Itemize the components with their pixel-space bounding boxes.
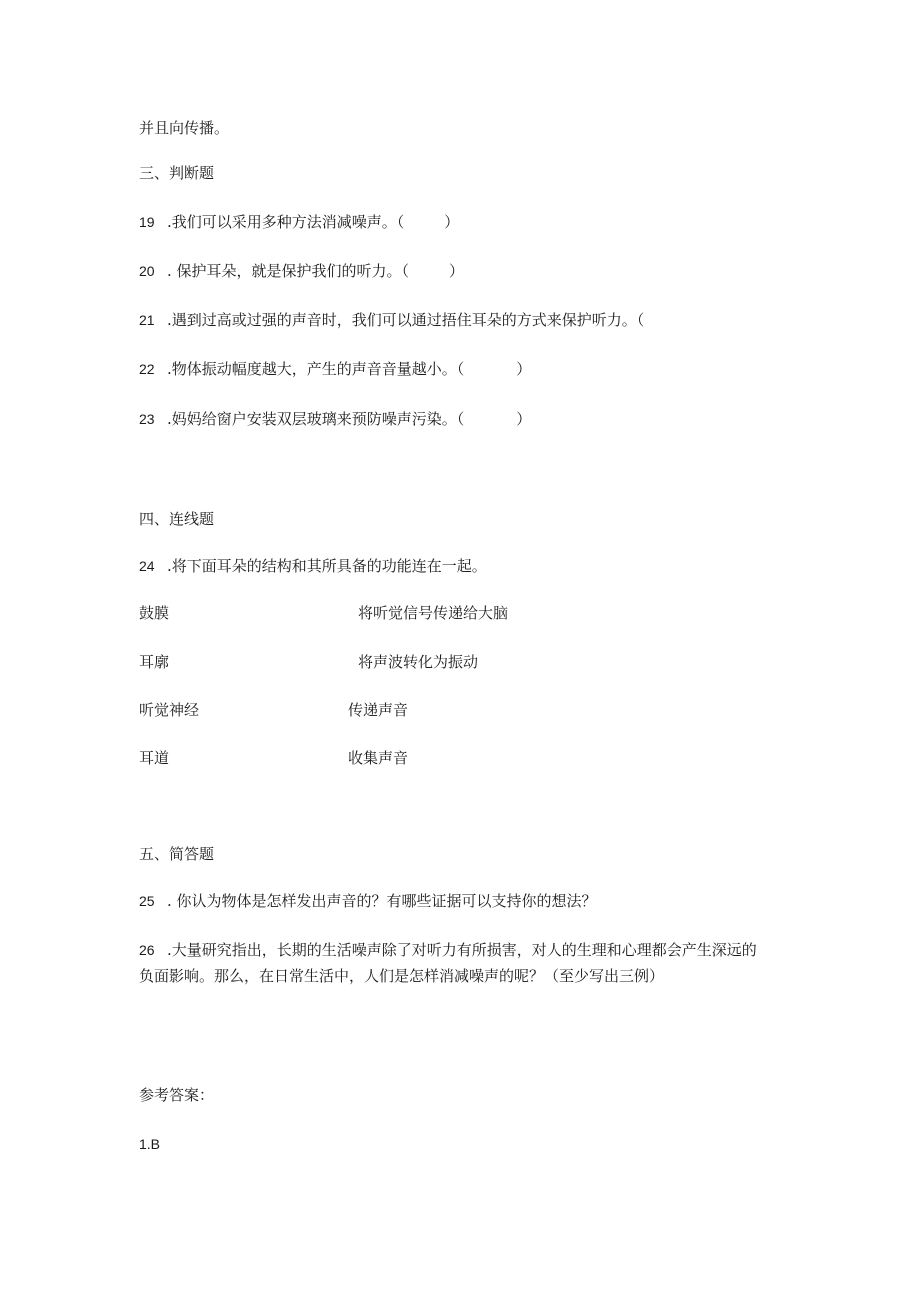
close-paren: ）	[449, 262, 465, 280]
match-right-item[interactable]: 将声波转化为振动	[358, 653, 479, 671]
question-number: 24	[139, 558, 155, 574]
question-20	[139, 261, 464, 281]
question-number: 23	[139, 411, 155, 427]
match-right-item[interactable]: 传递声音	[348, 701, 409, 719]
close-paren: ）	[516, 360, 532, 378]
question-number: 26	[139, 942, 155, 958]
question-text: . 保护耳朵，就是保护我们的听力。（	[167, 262, 410, 280]
question-21	[139, 310, 644, 330]
question-text-line1: .大量研究指出，长期的生活噪声除了对听力有所损害，对人的生理和心理都会产生深远的	[167, 941, 757, 959]
answer-1: 1.B	[139, 1136, 161, 1152]
section-heading-judgement: 三、判断题	[139, 164, 215, 182]
question-number: 19	[139, 214, 155, 230]
match-left-item[interactable]: 鼓膜	[139, 604, 170, 622]
match-right-item[interactable]: 将听觉信号传递给大脑	[358, 604, 509, 622]
section-heading-short-answer: 五、简答题	[139, 845, 215, 863]
question-text: .将下面耳朵的结构和其所具备的功能连在一起。	[167, 557, 487, 575]
question-text: . 你认为物体是怎样发出声音的？有哪些证据可以支持你的想法？	[167, 892, 597, 910]
question-text: .物体振动幅度越大，产生的声音音量越小。（	[167, 360, 465, 378]
question-text: .我们可以采用多种方法消减噪声。（	[167, 213, 405, 231]
question-number: 20	[139, 263, 155, 279]
close-paren: ）	[516, 410, 532, 428]
question-22	[139, 359, 531, 379]
question-number: 21	[139, 312, 155, 328]
question-26	[139, 940, 757, 960]
match-left-item[interactable]: 听觉神经	[139, 701, 200, 719]
match-left-item[interactable]: 耳道	[139, 749, 170, 767]
section-heading-matching: 四、连线题	[139, 510, 215, 528]
question-text: .遇到过高或过强的声音时，我们可以通过捂住耳朵的方式来保护听力。（	[167, 311, 645, 329]
match-right-item[interactable]: 收集声音	[348, 749, 409, 767]
close-paren: ）	[444, 213, 460, 231]
question-text: .妈妈给窗户安装双层玻璃来预防噪声污染。（	[167, 410, 465, 428]
question-25	[139, 891, 597, 911]
continuation-text: 并且向传播。	[139, 119, 230, 137]
answers-heading: 参考答案：	[139, 1086, 215, 1104]
question-19	[139, 212, 459, 232]
question-24	[139, 556, 487, 576]
match-left-item[interactable]: 耳廓	[139, 653, 170, 671]
question-number: 25	[139, 893, 155, 909]
question-number: 22	[139, 361, 155, 377]
question-26-continued: 负面影响。那么，在日常生活中，人们是怎样消减噪声的呢？（至少写出三例）	[139, 967, 665, 985]
question-23	[139, 409, 531, 429]
